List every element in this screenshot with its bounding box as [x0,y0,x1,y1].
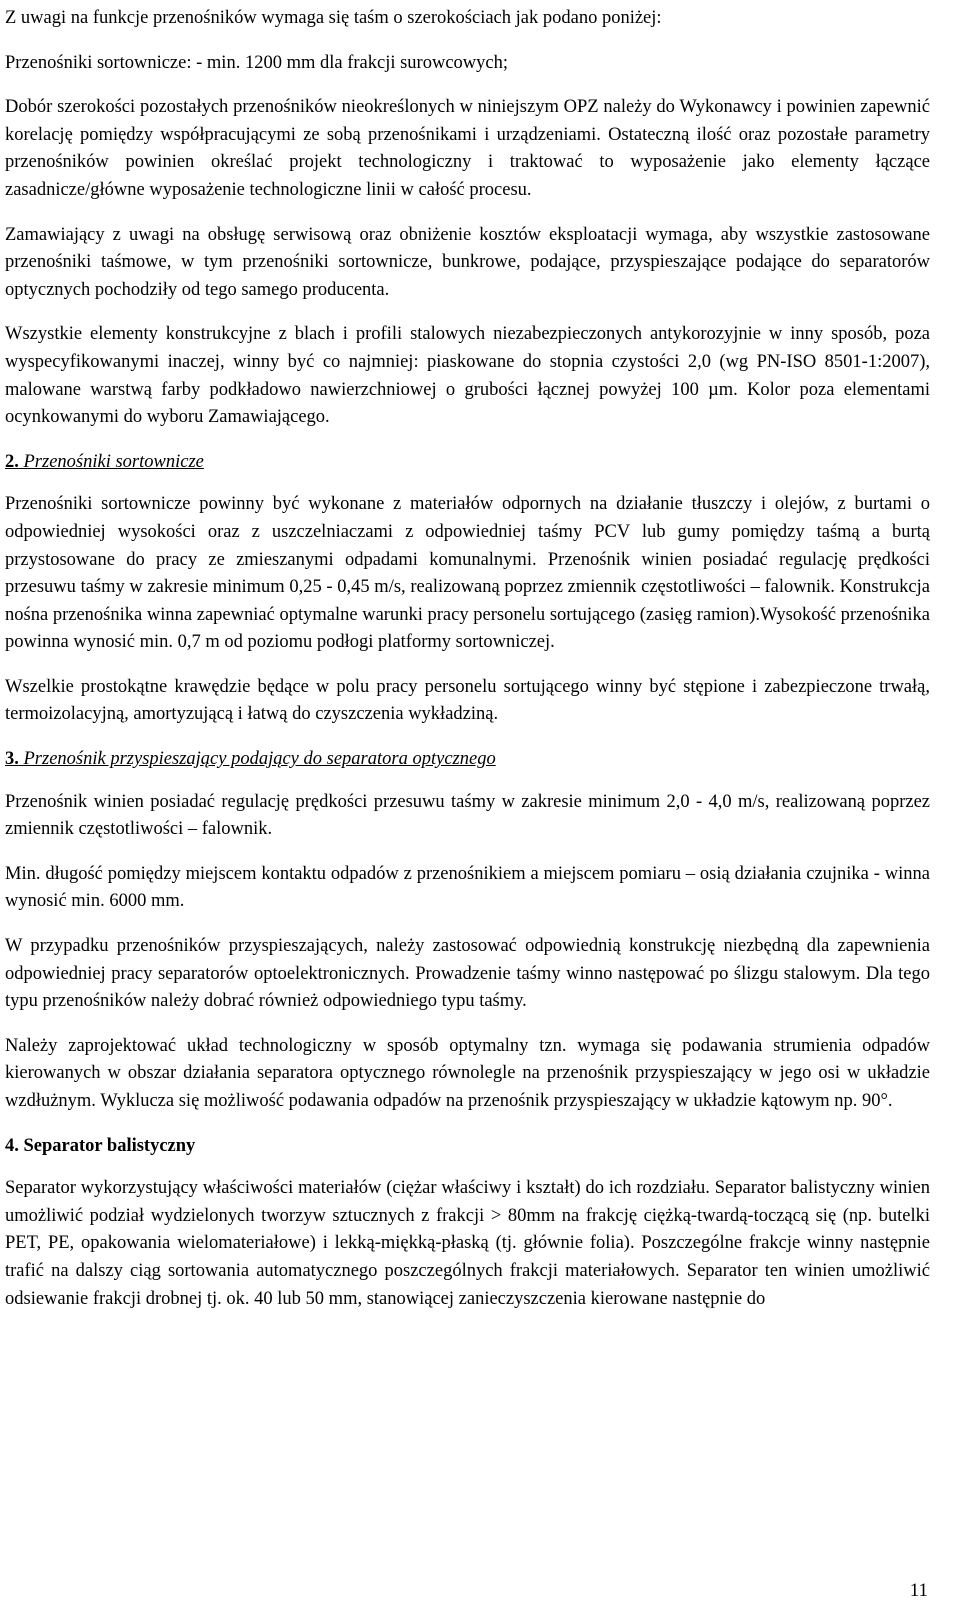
section-2-heading [5,449,930,477]
intro-paragraph-same-producer: Zamawiający z uwagi na obsługę serwisową oraz obniżenie kosztów eksploatacji wymaga, aby wszystkie zastosowane przenośniki taśmowe, w tym przenośniki sortownicze, bunkrowe, podające, przyspieszające podające do separatorów optycznych pochodziły od tego samego producenta. [5,224,930,300]
intro-paragraph-belt-widths: Z uwagi na funkcje przenośników wymaga się taśm o szerokościach jak podano poniżej: [5,8,662,28]
section-2-title: Przenośniki sortownicze [23,451,204,472]
section-4-paragraph-1: Separator wykorzystujący właściwości materiałów (ciężar właściwy i kształt) do ich rozdziału. Separator balistyczny winien umożliwić podział wydzielonych tworzyw sztucznych z frakcji > 80mm na frakcję ciężką-twardą-toczącą się (np. butelki PET, PE, opakowania wielomateriałowe) i lekką-miękką-płaską (tj. głównie folia). Poszczególne frakcje winny następnie trafić na dalszy ciąg sortowania automatycznego poszczególnych frakcji materiałowych. Separator ten winien umożliwić odsiewanie frakcji drobnej tj. ok. 40 lub 50 mm, stanowiącej zanieczyszczenia kierowane następnie do [5,1178,930,1309]
section-2-paragraph-1: Przenośniki sortownicze powinny być wykonane z materiałów odpornych na działanie tłuszczy i olejów, z burtami o odpowiedniej wysokości oraz z uszczelniaczami z odpowiedniej taśmy PCV lub gumy pomiędzy taśmą a burtą przystosowane do pracy ze zmieszanymi odpadami komunalnymi. Przenośnik winien posiadać regulację prędkości przesuwu taśmy w zakresie minimum 0,25 - 0,45 m/s, realizowaną poprzez zmiennik częstotliwości – falownik. Konstrukcja nośna przenośnika winna zapewniać optymalne warunki pracy personelu sortującego (zasięg ramion).Wysokość przenośnika powinna wynosić min. 0,7 m od poziomu podłogi platformy sortowniczej. [5,494,930,653]
document-page [5,0,930,1313]
section-3-paragraph-4: Należy zaprojektować układ technologiczny w sposób optymalny tzn. wymaga się podawania strumienia odpadów kierowanych w obszar działania separatora optycznego równolegle na przenośnik przyspieszający w jego osi w układzie wzdłużnym. Wyklucza się możliwość podawania odpadów na przenośnik przyspieszający w układzie kątowym np. 90°. [5,1035,930,1111]
section-3-paragraph-3: W przypadku przenośników przyspieszających, należy zastosować odpowiednią konstrukcję niezbędną dla zapewnienia odpowiedniej pracy separatorów optoelektronicznych. Prowadzenie taśmy winno następować po ślizgu stalowym. Dla tego typu przenośników należy dobrać również odpowiedniego typu taśmy. [5,936,930,1012]
section-3-paragraph-1: Przenośnik winien posiadać regulację prędkości przesuwu taśmy w zakresie minimum 2,0 - 4,0 m/s, realizowaną poprzez zmiennik częstotliwości – falownik. [5,791,930,840]
section-3-number: 3. [5,749,19,770]
section-3-title: Przenośnik przyspieszający podający do separatora optycznego [23,749,496,770]
intro-paragraph-corrosion-protection: Wszystkie elementy konstrukcyjne z blach i profili stalowych niezabezpieczonych antykorozyjnie w inny sposób, poza wyspecyfikowanymi inaczej, winny być co najmniej: piaskowane do stopnia czystości 2,0 (wg PN-ISO 8501-1:2007), malowane warstwą farby podkładowo nawierzchniowej o grubości łącznej powyżej 100 µm. Kolor poza elementami ocynkowanymi do wyboru Zamawiającego. [5,324,930,428]
section-2-number: 2. [5,451,19,472]
section-4-heading: 4. Separator balistyczny [5,1135,196,1156]
page-number: 11 [909,1580,928,1601]
intro-paragraph-conveyor-selection: Dobór szerokości pozostałych przenośników nieokreślonych w niniejszym OPZ należy do Wykonawcy i powinien zapewnić korelację pomiędzy współpracującymi ze sobą przenośnikami i urządzeniami. Ostateczną ilość oraz pozostałe parametry przenośników powinien określać projekt technologiczny i traktować to wyposażenie jako elementy łączące zasadnicze/główne wyposażenie technologiczne linii w całość procesu. [5,97,930,200]
section-3-paragraph-2: Min. długość pomiędzy miejscem kontaktu odpadów z przenośnikiem a miejscem pomiaru – osią działania czujnika - winna wynosić min. 6000 mm. [5,863,930,912]
intro-paragraph-sorting-conveyors: Przenośniki sortownicze: - min. 1200 mm dla frakcji surowcowych; [5,52,508,73]
section-2-paragraph-2: Wszelkie prostokątne krawędzie będące w polu pracy personelu sortującego winny być stępione i zabezpieczone trwałą, termoizolacyjną, amortyzującą i łatwą do czyszczenia wykładziną. [5,676,930,725]
section-3-heading [5,746,930,774]
